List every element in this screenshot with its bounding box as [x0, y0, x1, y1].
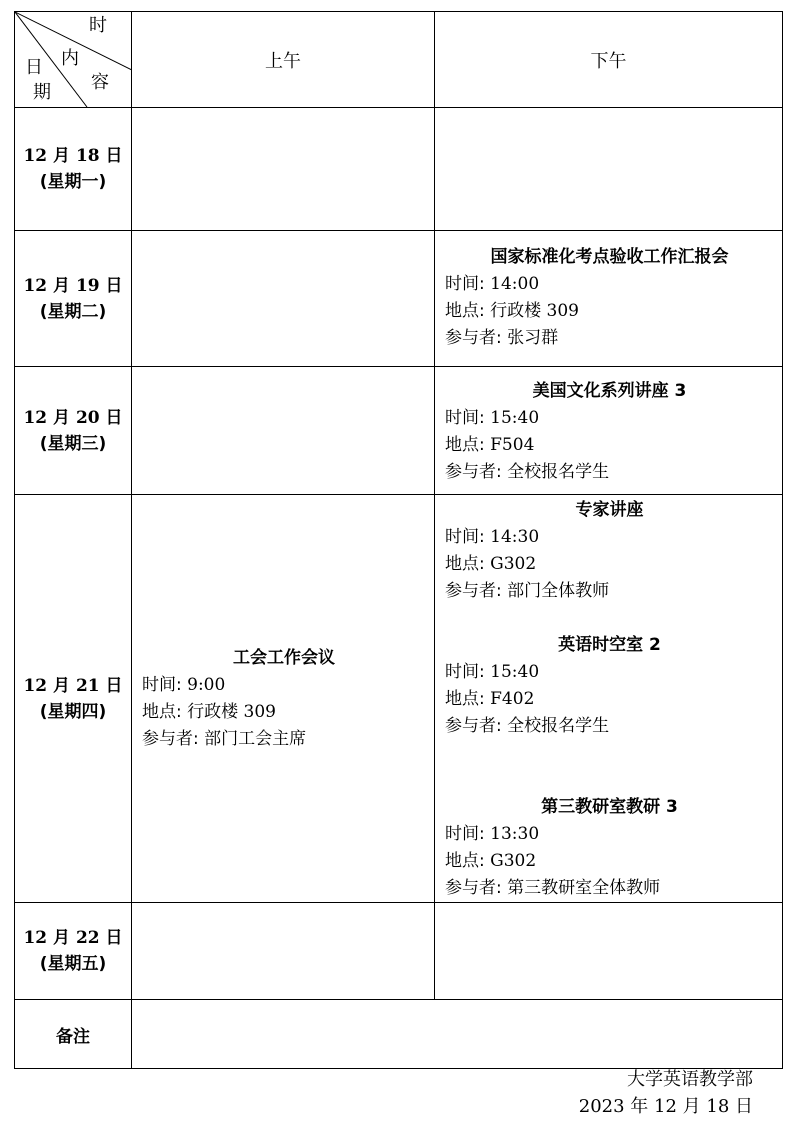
date-cell-fri — [15, 903, 132, 1000]
footer-date: 2023 年 12 月 18 日 — [578, 1096, 753, 1117]
schedule-sheet — [14, 11, 782, 1069]
row-thursday — [15, 495, 783, 903]
event-place: 地点: G302 — [445, 851, 537, 871]
event-place: 地点: 行政楼 309 — [142, 701, 276, 722]
tue-pm-cell — [435, 231, 783, 367]
event-title: 美国文化系列讲座 3 — [532, 381, 687, 401]
date-cell-thu — [15, 495, 132, 903]
mon-pm-cell — [435, 108, 783, 231]
thu-pm-cell — [435, 495, 783, 903]
date-label: 12 月 21 日 — [23, 675, 123, 696]
corner-label-time: 时 — [89, 15, 107, 36]
weekday-label: (星期三) — [39, 433, 107, 454]
notes-label: 备注 — [15, 1000, 132, 1069]
mon-am-cell — [132, 108, 435, 231]
event-place: 地点: G302 — [445, 554, 537, 574]
weekly-schedule-table — [14, 11, 783, 1069]
event-title: 工会工作会议 — [233, 647, 335, 668]
date-cell-mon — [15, 108, 132, 231]
fri-pm-cell — [435, 903, 783, 1000]
weekday-label: (星期四) — [39, 701, 107, 722]
wed-pm-cell — [435, 367, 783, 495]
header-morning: 上午 — [132, 12, 435, 108]
header-row — [15, 12, 783, 108]
row-tuesday — [15, 231, 783, 367]
date-label: 12 月 22 日 — [23, 928, 123, 948]
corner-header-cell — [15, 12, 132, 108]
event-place: 地点: 行政楼 309 — [445, 301, 579, 321]
fri-am-cell — [132, 903, 435, 1000]
event-time: 时间: 15:40 — [445, 408, 540, 428]
event-participants: 参与者: 全校报名学生 — [445, 716, 610, 736]
weekday-label: (星期二) — [39, 301, 107, 322]
weekday-label: (星期一) — [39, 172, 107, 192]
event-place: 地点: F504 — [445, 435, 535, 455]
notes-content-cell — [132, 1000, 783, 1069]
spacer — [445, 740, 774, 794]
row-monday — [15, 108, 783, 231]
event-title: 专家讲座 — [575, 500, 644, 520]
event-title: 英语时空室 2 — [558, 635, 661, 655]
tue-am-cell — [132, 231, 435, 367]
row-notes — [15, 1000, 783, 1069]
event-block — [435, 231, 782, 352]
event-block — [435, 367, 782, 486]
event-time: 时间: 14:00 — [445, 274, 540, 294]
date-cell-tue — [15, 231, 132, 367]
weekday-label: (星期五) — [39, 954, 107, 974]
wed-am-cell — [132, 367, 435, 495]
date-label: 12 月 18 日 — [23, 146, 123, 166]
event-participants: 参与者: 部门全体教师 — [445, 581, 610, 601]
event-time: 时间: 14:30 — [445, 527, 540, 547]
spacer — [445, 605, 774, 632]
event-block — [132, 645, 434, 753]
event-title: 第三教研室教研 3 — [541, 797, 678, 817]
event-time: 时间: 15:40 — [445, 662, 540, 682]
date-label: 12 月 20 日 — [23, 407, 123, 428]
corner-label-content-2: 容 — [91, 72, 109, 93]
event-participants: 参与者: 张习群 — [445, 328, 559, 348]
corner-label-content-1: 内 — [61, 48, 79, 69]
corner-label-date-2: 期 — [33, 82, 51, 103]
event-place: 地点: F402 — [445, 689, 535, 709]
event-participants: 参与者: 第三教研室全体教师 — [445, 878, 661, 898]
date-label: 12 月 19 日 — [23, 275, 123, 296]
footer-signature — [579, 1066, 753, 1120]
row-wednesday — [15, 367, 783, 495]
date-cell-wed — [15, 367, 132, 495]
event-time: 时间: 13:30 — [445, 824, 540, 844]
row-friday — [15, 903, 783, 1000]
event-title: 国家标准化考点验收工作汇报会 — [490, 247, 729, 267]
header-afternoon: 下午 — [435, 12, 783, 108]
event-block — [435, 495, 782, 902]
event-time: 时间: 9:00 — [142, 674, 226, 695]
event-participants: 参与者: 部门工会主席 — [142, 728, 307, 749]
corner-label-date-1: 日 — [25, 57, 43, 78]
thu-am-cell — [132, 495, 435, 903]
footer-department: 大学英语教学部 — [627, 1069, 753, 1090]
event-participants: 参与者: 全校报名学生 — [445, 462, 610, 482]
